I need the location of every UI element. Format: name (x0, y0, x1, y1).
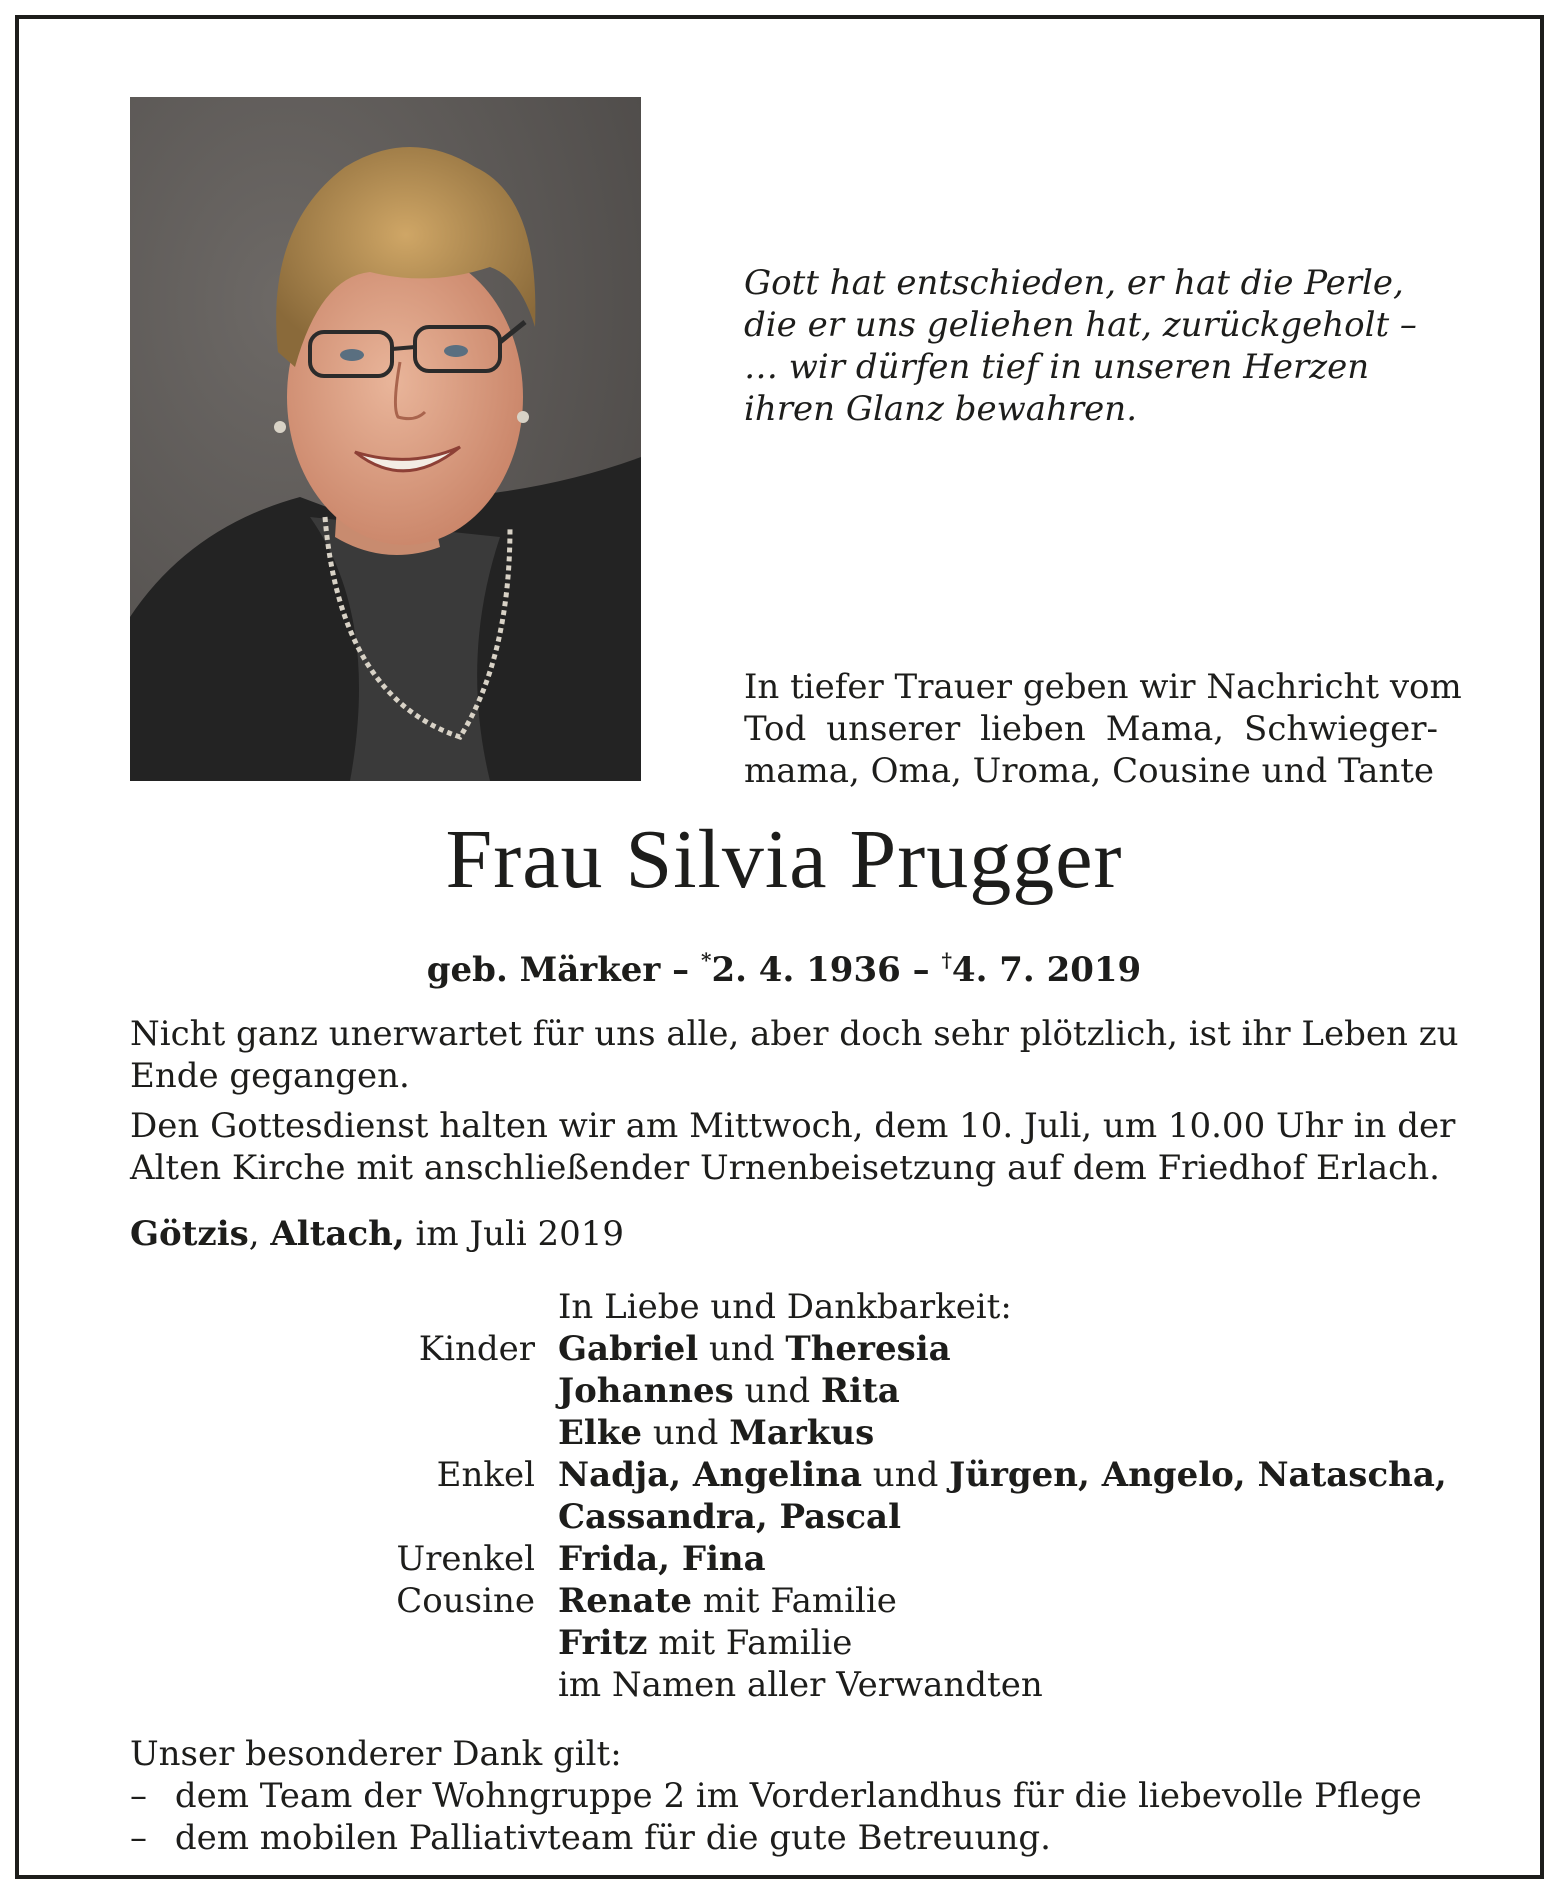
all-relatives-line: im Namen aller Verwandten (558, 1665, 1043, 1705)
conjunction: und (733, 1371, 821, 1411)
conjunction: und (698, 1329, 786, 1369)
signature-line (558, 1412, 874, 1454)
relation-label: Enkel (436, 1455, 535, 1495)
signatures-heading: In Liebe und Dankbarkeit: (558, 1287, 1012, 1327)
portrait-photo (130, 97, 641, 781)
memorial-quote (744, 262, 1417, 430)
relative-name: Frida, Fina (558, 1539, 766, 1579)
relative-name: Cassandra, Pascal (558, 1497, 901, 1537)
signature-line (558, 1580, 897, 1622)
birth-date: 2. 4. 1936 (711, 950, 901, 990)
separator: – (672, 950, 690, 990)
relative-note: mit Familie (691, 1581, 897, 1621)
place-name: Altach, (270, 1214, 405, 1254)
signature-line (558, 1622, 852, 1664)
intro-line: mama, Oma, Uroma, Cousine und Tante (744, 751, 1435, 791)
body-line: Den Gottesdienst halten wir am Mittwoch, dem 10. Juli, um 10.00 Uhr in der (130, 1106, 1456, 1146)
relative-name: Fritz (558, 1623, 648, 1663)
died-symbol: † (941, 948, 952, 972)
bullet-dash: – (130, 1776, 147, 1816)
intro-line: In tiefer Trauer geben wir Nachricht vom (744, 667, 1462, 707)
quote-line: … wir dürfen tief in unseren Herzen (744, 347, 1370, 387)
thanks-item-text: dem Team der Wohngruppe 2 im Vorderlandhus für die liebevolle Pflege (174, 1776, 1422, 1816)
intro-word: Mama, (1105, 709, 1225, 749)
born-symbol: * (701, 948, 712, 972)
quote-line: Gott hat entschieden, er hat die Perle, (744, 263, 1404, 303)
quote-line: ihren Glanz bewahren. (744, 389, 1138, 429)
maiden-name: geb. Märker (426, 950, 661, 990)
separator: – (912, 950, 930, 990)
relative-name: Jürgen, Angelo, Natascha, (949, 1455, 1447, 1495)
body-line: Ende gegangen. (130, 1056, 410, 1096)
relative-name: Gabriel (558, 1329, 699, 1369)
signature-line (558, 1328, 951, 1370)
relative-name: Renate (558, 1581, 692, 1621)
thanks-item (130, 1817, 1422, 1859)
intro-line-justified (744, 708, 1438, 750)
place-name: Götzis (130, 1214, 249, 1254)
announcement-intro (744, 666, 1462, 792)
notice-body (130, 1013, 1459, 1255)
relative-name: Rita (820, 1371, 900, 1411)
death-date: 4. 7. 2019 (951, 950, 1142, 990)
signature-line (558, 1454, 1447, 1496)
body-line: Nicht ganz unerwartet für uns alle, aber doch sehr plötzlich, ist ihr Leben zu (130, 1014, 1459, 1054)
intro-word: Schwieger- (1244, 709, 1438, 749)
thanks-item (130, 1775, 1422, 1817)
relative-name: Markus (729, 1413, 875, 1453)
notice-date: im Juli 2019 (404, 1214, 625, 1254)
thanks-section (130, 1733, 1422, 1859)
body-line: Alten Kirche mit anschließender Urnenbeisetzung auf dem Friedhof Erlach. (130, 1148, 1440, 1188)
place-separator: , (248, 1214, 271, 1254)
relation-label: Kinder (418, 1329, 535, 1369)
thanks-heading: Unser besonderer Dank gilt: (130, 1734, 622, 1774)
intro-word: Tod (744, 709, 807, 749)
thanks-item-text: dem mobilen Palliativteam für die gute Betreuung. (174, 1818, 1051, 1858)
intro-word: unserer (826, 709, 961, 749)
place-date-line (130, 1213, 1459, 1255)
signature-line (558, 1370, 900, 1412)
relative-name: Theresia (785, 1329, 951, 1369)
conjunction: und (642, 1413, 730, 1453)
relative-name: Elke (558, 1413, 643, 1453)
relative-name: Nadja, Angelina (558, 1455, 862, 1495)
deceased-name: Frau Silvia Prugger (445, 813, 1123, 906)
relation-label: Urenkel (396, 1539, 535, 1579)
life-dates (0, 938, 1568, 992)
relation-label: Cousine (396, 1581, 535, 1621)
intro-word: lieben (980, 709, 1086, 749)
quote-line: die er uns geliehen hat, zurückgeholt – (744, 305, 1417, 345)
relative-note: mit Familie (647, 1623, 853, 1663)
conjunction: und (861, 1455, 950, 1495)
relative-name: Johannes (558, 1371, 734, 1411)
bullet-dash: – (130, 1818, 147, 1858)
